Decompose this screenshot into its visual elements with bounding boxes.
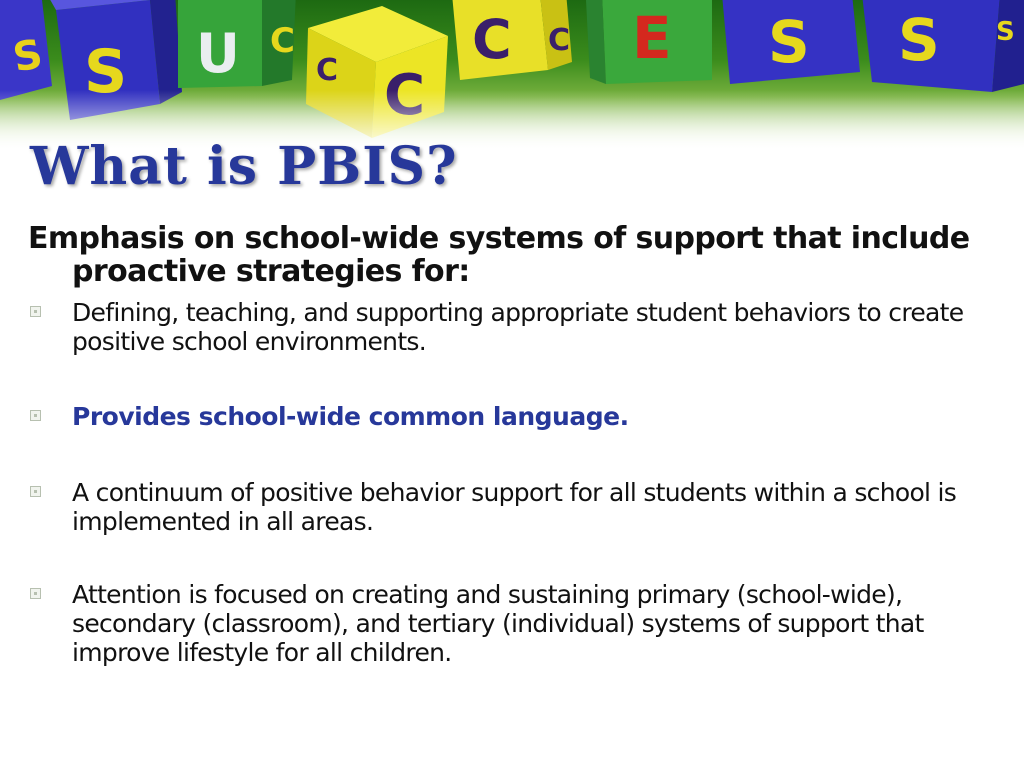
bullet-text: Defining, teaching, and supporting appropriate student behaviors to create positive school environments. [72, 298, 964, 356]
lead-statement: Emphasis on school-wide systems of support that include proactive strategies for: [28, 221, 970, 289]
bullet-square-icon [30, 486, 41, 497]
bullet-text: Attention is focused on creating and sustaining primary (school-wide), secondary (classroom), and tertiary (individual) systems of support that improve lifestyle for all children. [72, 580, 924, 667]
bullet-square-icon [30, 410, 41, 421]
bullet-item [26, 298, 966, 356]
bullet-text: Provides school-wide common language. [72, 402, 629, 431]
bullet-text: A continuum of positive behavior support for all students within a school is implemented in all areas. [72, 478, 957, 536]
bullet-square-icon [30, 306, 41, 317]
slide-title: What is PBIS? [30, 136, 458, 197]
success-cubes-banner [0, 0, 1024, 150]
bullet-square-icon [30, 588, 41, 599]
letter-cubes-illustration [0, 0, 1024, 150]
bullet-item [26, 478, 966, 536]
bullet-list [26, 298, 966, 667]
bullet-item-highlight [26, 402, 966, 431]
bullet-item [26, 580, 966, 667]
